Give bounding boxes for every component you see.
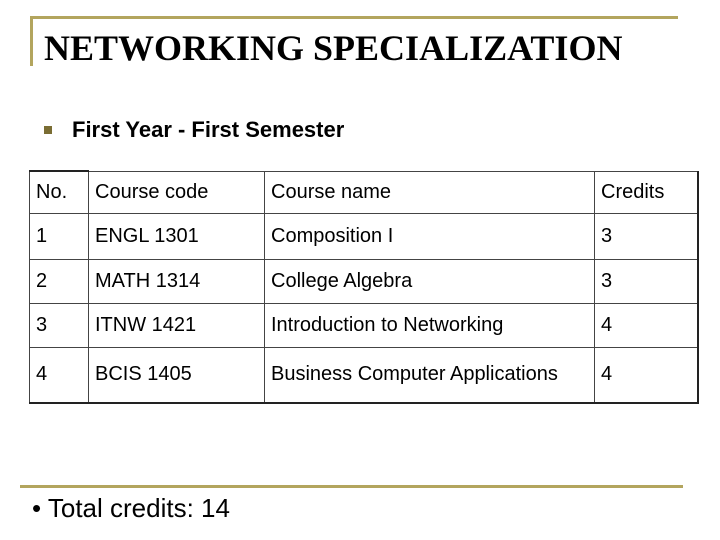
table-row xyxy=(30,213,698,259)
table-row xyxy=(30,347,698,403)
bottom-divider-line xyxy=(20,485,683,488)
table-row xyxy=(30,259,698,303)
cell-no: 4 xyxy=(30,347,89,403)
semester-heading: First Year - First Semester xyxy=(72,117,345,142)
cell-course-name: Business Computer Applications xyxy=(265,347,595,403)
header-course-name: Course name xyxy=(265,171,595,213)
cell-no: 2 xyxy=(30,259,89,303)
cell-course-code: BCIS 1405 xyxy=(89,347,265,403)
cell-credits: 4 xyxy=(595,303,698,347)
cell-no: 1 xyxy=(30,213,89,259)
cell-credits: 3 xyxy=(595,259,698,303)
cell-course-code: ITNW 1421 xyxy=(89,303,265,347)
left-accent-line xyxy=(30,16,33,66)
header-no: No. xyxy=(30,171,89,213)
cell-credits: 4 xyxy=(595,347,698,403)
cell-course-name: Introduction to Networking xyxy=(265,303,595,347)
table-header-row xyxy=(30,171,698,213)
cell-course-code: ENGL 1301 xyxy=(89,213,265,259)
total-credits: • Total credits: 14 xyxy=(32,493,230,523)
cell-course-code: MATH 1314 xyxy=(89,259,265,303)
bullet-item xyxy=(44,112,344,148)
cell-course-name: Composition I xyxy=(265,213,595,259)
header-course-code: Course code xyxy=(89,171,265,213)
course-table xyxy=(29,170,699,404)
slide-title: NETWORKING SPECIALIZATION xyxy=(44,28,623,68)
top-divider-line xyxy=(30,16,678,19)
cell-course-name: College Algebra xyxy=(265,259,595,303)
square-bullet-icon xyxy=(44,126,52,134)
header-credits: Credits xyxy=(595,171,698,213)
cell-no: 3 xyxy=(30,303,89,347)
cell-credits: 3 xyxy=(595,213,698,259)
table-row xyxy=(30,303,698,347)
